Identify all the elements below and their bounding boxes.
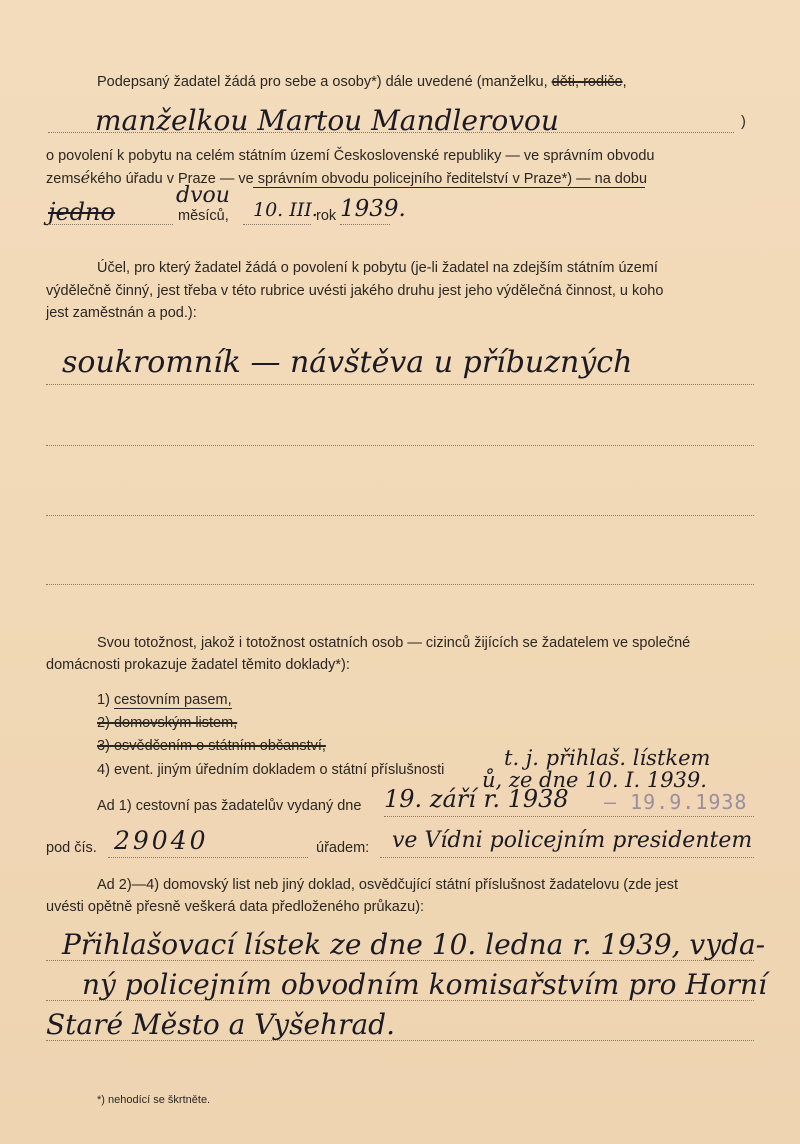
permit-underline xyxy=(253,187,645,188)
handwritten-purpose: soukromník — návštěva u příbuzných xyxy=(62,345,633,380)
close-paren: ) xyxy=(741,114,746,130)
intro-text: Podepsaný žadatel žádá pro sebe a osoby*) dále uvedené (manželku, xyxy=(97,74,548,90)
identity-line-1: Svou totožnost, jakož i totožnost ostatních osob — cizinců žijících se žadatelem ve společné xyxy=(97,635,691,651)
purpose-dotted-line-2 xyxy=(46,445,754,446)
identity-item-3 xyxy=(97,736,326,756)
other-docs-line-2: uvésti opětně přesně veškerá data předloženého průkazu): xyxy=(46,899,425,915)
permit-line-2 xyxy=(46,168,647,189)
handwritten-office: ve Vídni policejním presidentem xyxy=(392,828,753,853)
purpose-dotted-line-1 xyxy=(46,384,754,385)
office-dotted-line xyxy=(380,857,754,858)
handwritten-struck-duration: jedno xyxy=(48,198,115,226)
year-label: rok xyxy=(316,208,337,224)
number-dotted-line xyxy=(108,857,308,858)
intro-struck-text: děti, rodiče xyxy=(551,74,623,90)
purpose-line-1: Účel, pro který žadatel žádá o povolení k pobytu (je-li žadatel na zdejším státním území xyxy=(97,260,658,276)
number-label: pod čís. xyxy=(46,840,97,856)
ad1-label: Ad xyxy=(97,798,115,814)
item-1-num: 1) xyxy=(97,692,110,708)
identity-item-2 xyxy=(97,713,237,733)
item-4-label: event. jiným úředním dokladem o státní příslušnosti xyxy=(113,762,445,778)
handwritten-item4-b: ů, ze dne 10. I. 1939. xyxy=(482,768,707,792)
intro-line xyxy=(97,72,627,92)
date-dotted-line xyxy=(243,224,311,225)
ad1-sup: 1) xyxy=(118,798,132,814)
handwritten-duration: dvou xyxy=(176,183,230,208)
handwritten-other-docs-1: Přihlašovací lístek ze dne 10. ledna r. 1939, vyda- xyxy=(62,928,766,961)
purpose-line-3: jest zaměstnán a pod.): xyxy=(46,305,197,321)
permit-line-2-b: kého úřadu v Praze — ve správním obvodu policejního ředitelství v Praze*) — na dobu xyxy=(90,171,648,187)
permit-line-2-a: zems xyxy=(46,171,81,187)
months-label: měsíců, xyxy=(178,208,229,224)
other-docs-dotted-line-3 xyxy=(46,1040,754,1041)
duration-dotted-line xyxy=(48,224,173,225)
item-1-label: cestovním pasem, xyxy=(113,692,232,708)
handwritten-date: 10. III. xyxy=(253,199,318,221)
handwritten-item4-a: t. j. přihlaš. lístkem xyxy=(504,746,711,770)
purpose-dotted-line-3 xyxy=(46,515,754,516)
item-3-num: 3) xyxy=(97,738,110,754)
other-docs-dotted-line-1 xyxy=(46,960,754,961)
handwritten-persons: manželkou Martou Mandlerovou xyxy=(95,104,559,137)
item-3-label: osvědčením o státním občanství, xyxy=(113,738,326,754)
item-2-label: domovským listem, xyxy=(113,715,238,731)
handwritten-passport-number: 29040 xyxy=(114,826,209,855)
purpose-line-2: výdělečně činný, jest třeba v této rubrice uvésti jakého druhu jest jeho výdělečná činnost, u koho xyxy=(46,283,664,299)
office-label: úřadem: xyxy=(316,840,370,856)
handwritten-passport-date: 19. září r. 1938 xyxy=(384,785,569,813)
other-docs-dotted-line-2 xyxy=(46,1000,754,1001)
passport-date-dotted-line xyxy=(384,816,754,817)
stamped-date: — 19.9.1938 xyxy=(604,790,748,814)
item-2-num: 2) xyxy=(97,715,110,731)
permit-line-1: o povolení k pobytu na celém státním území Československé republiky — ve správním obvodu xyxy=(46,148,655,164)
handwritten-correction: é xyxy=(80,168,91,187)
intro-comma: , xyxy=(622,74,627,90)
identity-item-4 xyxy=(97,760,444,780)
ad1-text: cestovní pas žadatelův vydaný dne xyxy=(135,798,362,814)
purpose-dotted-line-4 xyxy=(46,584,754,585)
identity-line-2: domácnosti prokazuje žadatel těmito doklady*): xyxy=(46,657,350,673)
other-docs-line-1: Ad 2)—4) domovský list neb jiný doklad, osvědčující státní příslušnost žadatelovu (zde jest xyxy=(97,877,679,893)
handwritten-year: 1939. xyxy=(340,196,406,222)
year-dotted-line xyxy=(340,224,390,225)
handwritten-other-docs-3: Staré Město a Vyšehrad. xyxy=(46,1008,395,1041)
item-4-num: 4) xyxy=(97,762,110,778)
passport-line xyxy=(97,796,361,816)
persons-dotted-line xyxy=(48,132,734,133)
identity-item-1 xyxy=(97,690,232,710)
footnote: *) nehodící se škrtněte. xyxy=(97,1094,211,1106)
handwritten-other-docs-2: ný policejním obvodním komisařstvím pro Horní xyxy=(82,968,767,1001)
